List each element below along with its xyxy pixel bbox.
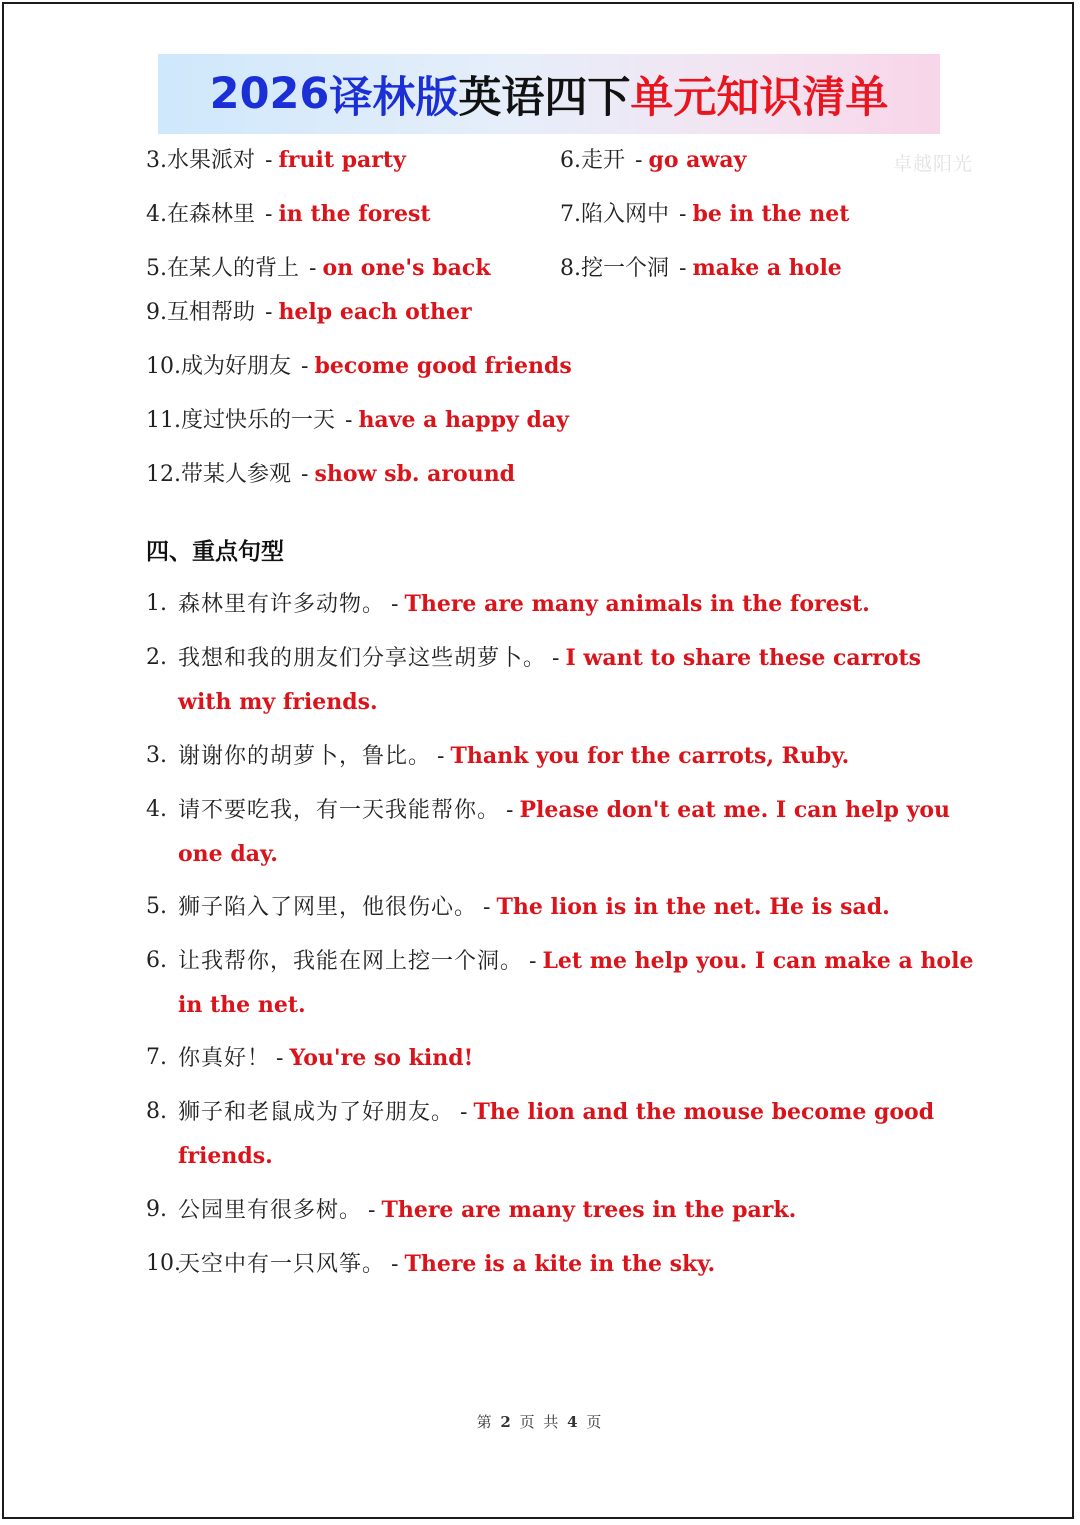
current-page-number: 2 xyxy=(500,1413,513,1431)
watermark: 卓越阳光 xyxy=(893,153,974,175)
phrase-item: 5.在某人的背上 - on one's back xyxy=(146,255,491,281)
total-page-number: 4 xyxy=(567,1413,580,1431)
phrase-item: 8.挖一个洞 - make a hole xyxy=(560,255,842,281)
title-year: 2026 xyxy=(209,69,330,119)
phrase-item: 7.陷入网中 - be in the net xyxy=(560,201,850,227)
phrase-item: 9.互相帮助 - help each other xyxy=(146,299,472,325)
phrase-item: 6.走开 - go away xyxy=(560,147,747,173)
phrase-item: 3.水果派对 - fruit party xyxy=(146,147,406,173)
page-footer: 第 2 页 共 4 页 xyxy=(476,1413,604,1431)
phrase-item: 11.度过快乐的一天 - have a happy day xyxy=(146,407,569,433)
section-heading: 四、重点句型 xyxy=(146,538,284,565)
title-checklist: 单元知识清单 xyxy=(630,72,889,123)
title-subject: 英语四下 xyxy=(458,72,631,123)
phrase-item: 12.带某人参观 - show sb. around xyxy=(146,461,516,487)
phrase-item: 10.成为好朋友 - become good friends xyxy=(146,353,572,379)
title-publisher: 译林版 xyxy=(329,72,459,123)
phrase-item: 4.在森林里 - in the forest xyxy=(146,201,431,227)
title-banner xyxy=(158,54,940,134)
